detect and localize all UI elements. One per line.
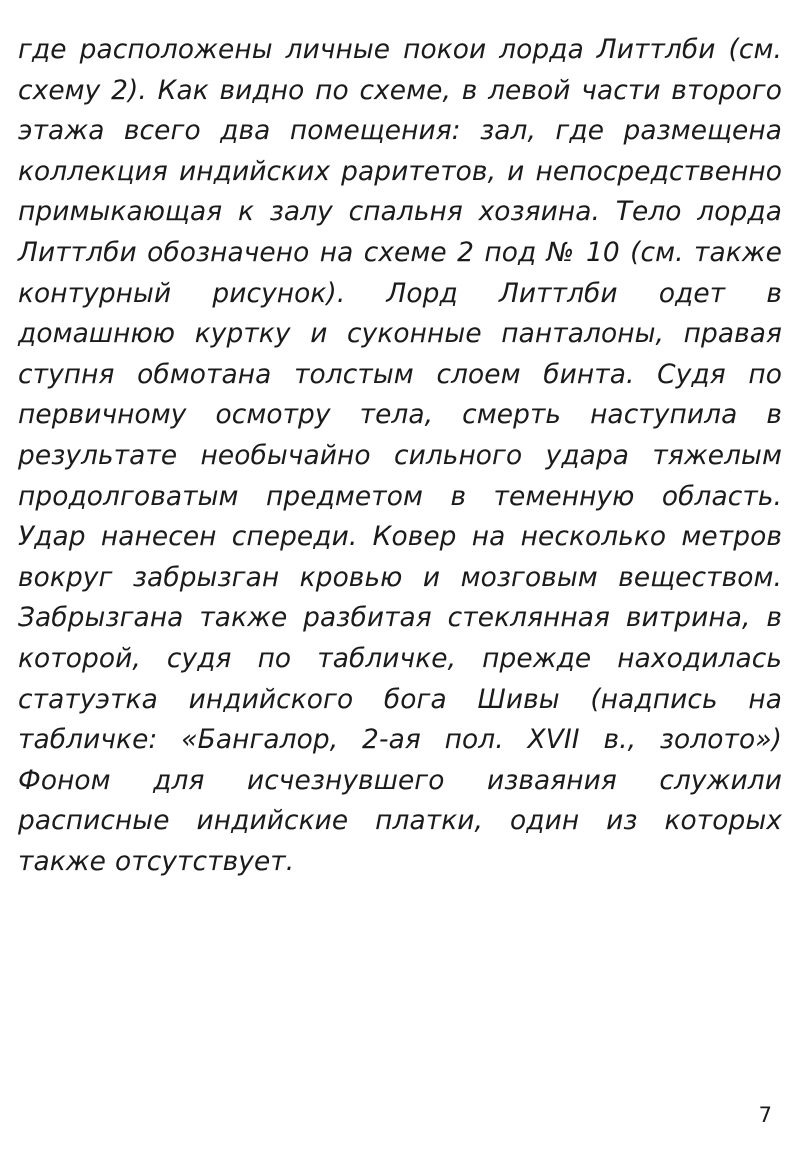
page-number: 7 bbox=[758, 1103, 772, 1127]
page-body-text bbox=[18, 30, 782, 882]
body-paragraph: где расположены личные покои лорда Литтлби (см. схему 2). Как видно по схеме, в левой части второго этажа всего два помещения: зал, где размещена коллекция индийских раритетов, и непосредственно примыкающая к залу спальня хозяина. Тело лорда Литтлби обозначено на схеме 2 под № 10 (см. также контурный рисунок). Лорд Литтлби одет в домашнюю куртку и суконные панталоны, правая ступня обмотана толстым слоем бинта. Судя по первичному осмотру тела, смерть наступила в результате необычайно сильного удара тяжелым продолговатым предметом в теменную область. Удар нанесен спереди. Ковер на несколько метров вокруг забрызган кровью и мозговым веществом. Забрызгана также разбитая стеклянная витрина, в которой, судя по табличке, прежде находилась статуэтка индийского бога Шивы (надпись на табличке: «Бангалор, 2-ая пол. XVII в., золото») Фоном для исчезнувшего изваяния служили расписные индийские платки, один из которых также отсутствует. bbox=[18, 34, 782, 877]
